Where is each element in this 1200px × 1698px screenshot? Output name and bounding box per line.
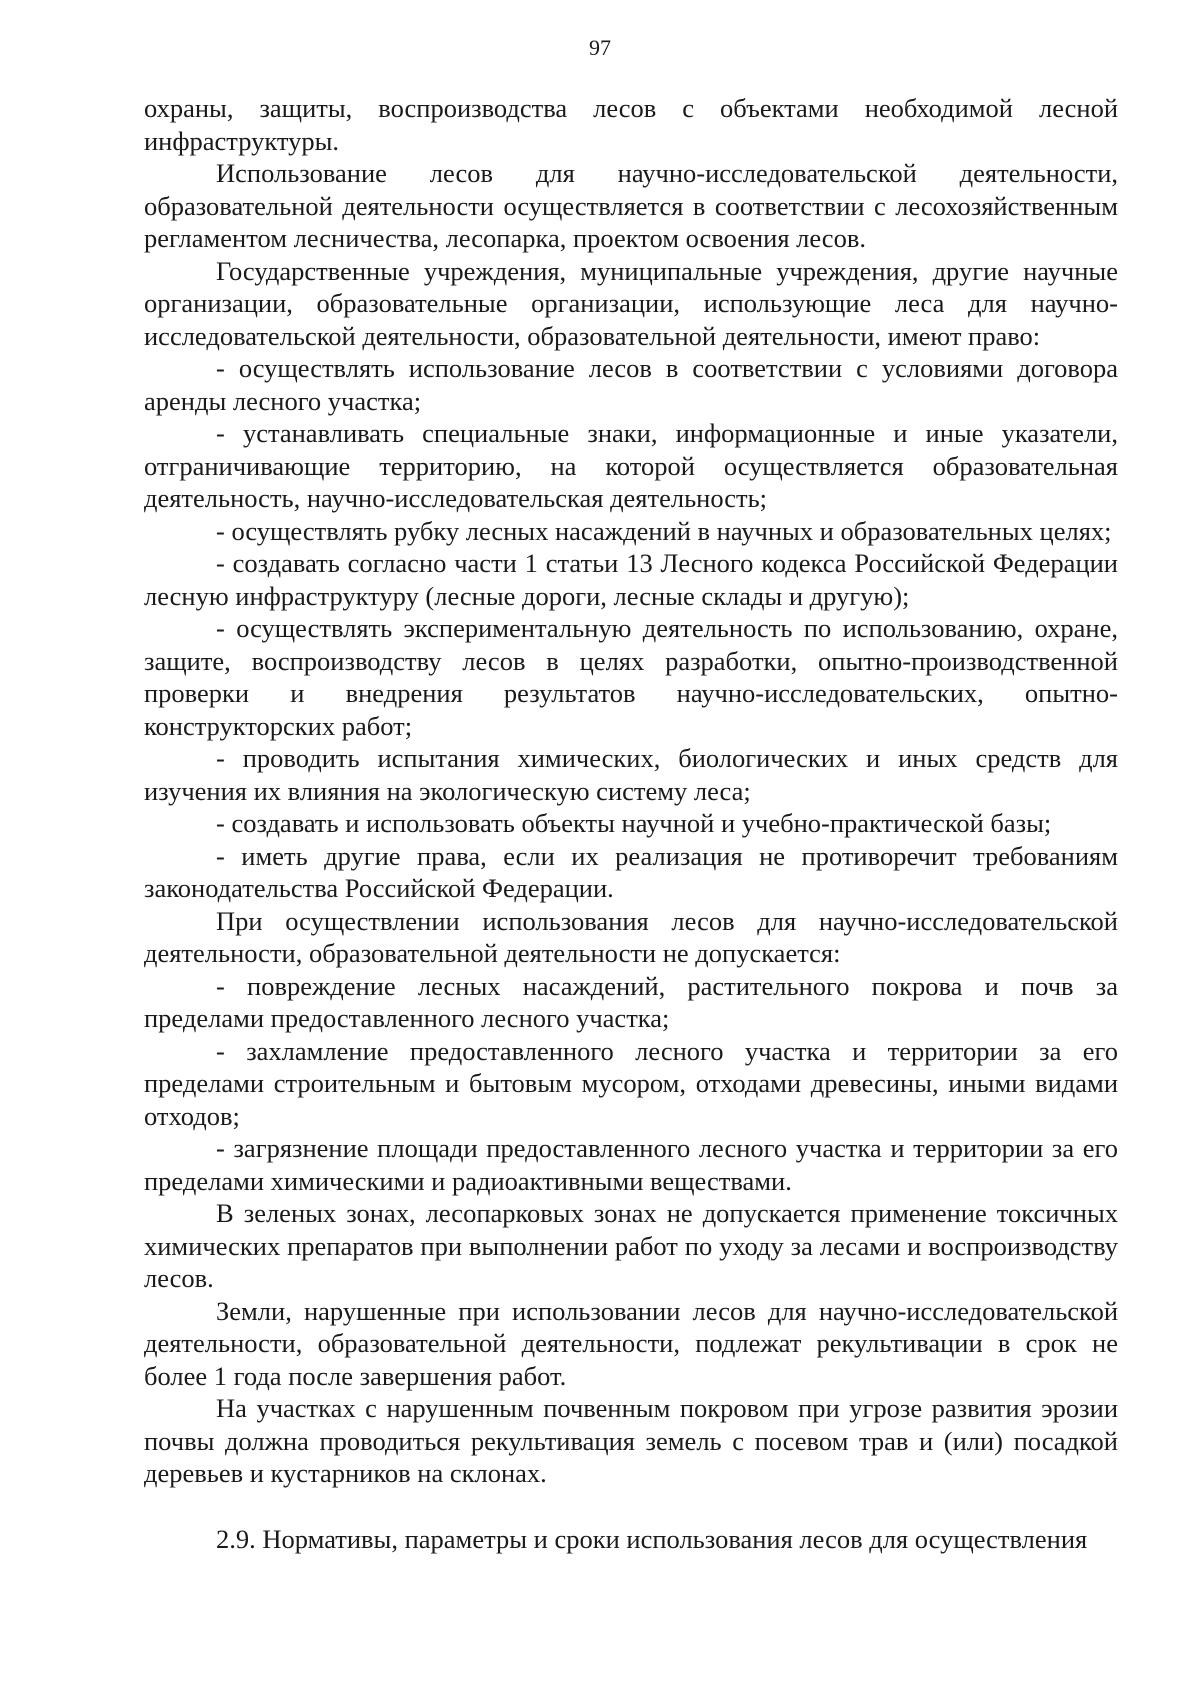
paragraph: При осуществлении использования лесов для научно-исследовательской деятельности, образовательной деятельности не допускается:	[144, 905, 1118, 968]
paragraph-continuation: охраны, защиты, воспроизводства лесов с объектами необходимой лесной инфраструктуры.	[144, 93, 1118, 156]
document-body	[144, 92, 1118, 1555]
list-item: - устанавливать специальные знаки, информационные и иные указатели, отграничивающие территорию, на которой осуществляется образовательная деятельность, научно-исследовательская деятельность;	[144, 418, 1118, 513]
paragraph: На участках с нарушенным почвенным покровом при угрозе развития эрозии почвы должна проводиться рекультивация земель с посевом трав и (или) посадкой деревьев и кустарников на склонах.	[144, 1393, 1118, 1488]
paragraph: В зеленых зонах, лесопарковых зонах не допускается применение токсичных химических препаратов при выполнении работ по уходу за лесами и воспроизводству лесов.	[144, 1198, 1118, 1293]
list-item: - повреждение лесных насаждений, растительного покрова и почв за пределами предоставленного лесного участка;	[144, 970, 1118, 1033]
paragraph: Земли, нарушенные при использовании лесов для научно-исследовательской деятельности, образовательной деятельности, подлежат рекультивации в срок не более 1 года после завершения работ.	[144, 1295, 1118, 1391]
list-item: - создавать согласно части 1 статьи 13 Лесного кодекса Российской Федерации лесную инфраструктуру (лесные дороги, лесные склады и другую);	[144, 548, 1118, 611]
paragraph: Использование лесов для научно-исследовательской деятельности, образовательной деятельности осуществляется в соответствии с лесохозяйственным регламентом лесничества, лесопарка, проектом освоения лесов.	[144, 158, 1118, 253]
paragraph: Государственные учреждения, муниципальные учреждения, другие научные организации, образовательные организации, использующие леса для научно-исследовательской деятельности, образовательной деятельности, имеют право:	[144, 255, 1118, 351]
list-item: - проводить испытания химических, биологических и иных средств для изучения их влияния на экологическую систему леса;	[144, 743, 1118, 806]
list-item: - осуществлять использование лесов в соответствии с условиями договора аренды лесного участка;	[144, 353, 1118, 416]
list-item: - создавать и использовать объекты научной и учебно-практической базы;	[216, 808, 1052, 838]
list-item: - осуществлять рубку лесных насаждений в научных и образовательных целях;	[216, 515, 1112, 546]
list-item: - иметь другие права, если их реализация не противоречит требованиям законодательства Российской Федерации.	[144, 840, 1118, 903]
list-item: - загрязнение площади предоставленного лесного участка и территории за его пределами химическими и радиоактивными веществами.	[144, 1133, 1118, 1196]
list-item: - осуществлять экспериментальную деятельность по использованию, охране, защите, воспроизводству лесов в целях разработки, опытно-производственной проверки и внедрения результатов научно-исследовательских, опытно-конструкторских работ;	[144, 613, 1118, 741]
page-number: 97	[589, 35, 611, 60]
section-heading: 2.9. Нормативы, параметры и сроки использования лесов для осуществления	[216, 1523, 1088, 1554]
list-item: - захламление предоставленного лесного участка и территории за его пределами строительным и бытовым мусором, отходами древесины, иными видами отходов;	[144, 1035, 1118, 1131]
